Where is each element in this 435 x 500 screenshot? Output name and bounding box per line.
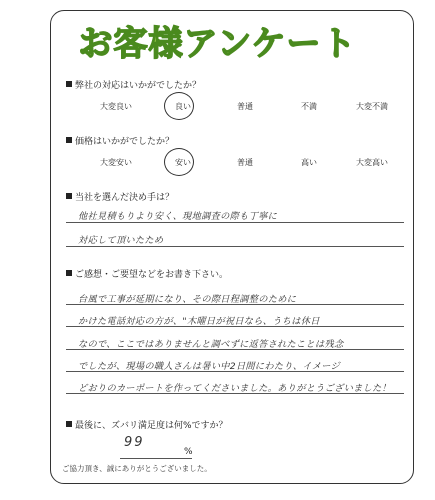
percent-unit: % (184, 447, 193, 457)
option[interactable]: 大変高い (356, 158, 388, 167)
answer-rule (66, 393, 404, 394)
question-label: 弊社の対応はいかがでしたか？ (75, 81, 202, 91)
question-label: 価格はいかがでしたか？ (75, 137, 175, 147)
option[interactable]: 普通 (237, 102, 253, 111)
square-bullet-icon (66, 270, 72, 276)
option[interactable]: 高い (301, 158, 317, 167)
option[interactable]: 普通 (237, 158, 253, 167)
handwritten-line: 台風で工事が延期になり、その際日程調整のために (78, 294, 297, 305)
handwritten-line: どおりのカーポートを作ってくださいました。ありがとうございました！ (78, 383, 392, 394)
answer-rule (66, 222, 404, 223)
question-comments (66, 267, 228, 280)
survey-title: お客様アンケート (78, 24, 357, 64)
question-reason (66, 190, 174, 203)
question-label: ご感想・ご要望などをお書き下さい。 (75, 270, 229, 280)
answer-rule (66, 371, 404, 372)
option[interactable]: 大変不満 (356, 102, 388, 111)
question-price (66, 134, 174, 147)
question-label: 当社を選んだ決め手は？ (75, 193, 175, 203)
selection-circle (164, 92, 194, 120)
answer-rule (66, 246, 404, 247)
answer-rule (66, 326, 404, 327)
satisfaction-rule (120, 458, 192, 459)
handwritten-line: でしたが、現場の職人さんは暑い中2日間にわたり、イメージ (78, 361, 341, 372)
handwritten-line: なので、ここではありませんと調べずに返答されたことは残念 (78, 339, 344, 350)
square-bullet-icon (66, 421, 72, 427)
question-label: 最後に、ズバリ満足度は何%ですか？ (75, 421, 228, 431)
answer-rule (66, 304, 404, 305)
option[interactable]: 不満 (301, 102, 317, 111)
square-bullet-icon (66, 193, 72, 199)
handwritten-line: 対応して頂いたため (78, 235, 164, 246)
option[interactable]: 大変良い (100, 102, 132, 111)
satisfaction-value: 99 (124, 435, 145, 450)
option[interactable]: 大変安い (100, 158, 132, 167)
selection-circle (164, 148, 194, 176)
answer-rule (66, 349, 404, 350)
square-bullet-icon (66, 137, 72, 143)
option-selected[interactable]: 良い (175, 102, 191, 111)
handwritten-line: 他社見積もりより安く、現地調査の際も丁寧に (78, 211, 278, 222)
question-satisfaction (66, 418, 228, 431)
option-selected[interactable]: 安い (175, 158, 191, 167)
square-bullet-icon (66, 81, 72, 87)
handwritten-line: かけた電話対応の方が、"木曜日が祝日なら、うちは休日 (78, 316, 320, 327)
footer-thanks: ご協力頂き、誠にありがとうございました。 (62, 464, 212, 473)
question-service (66, 78, 201, 91)
